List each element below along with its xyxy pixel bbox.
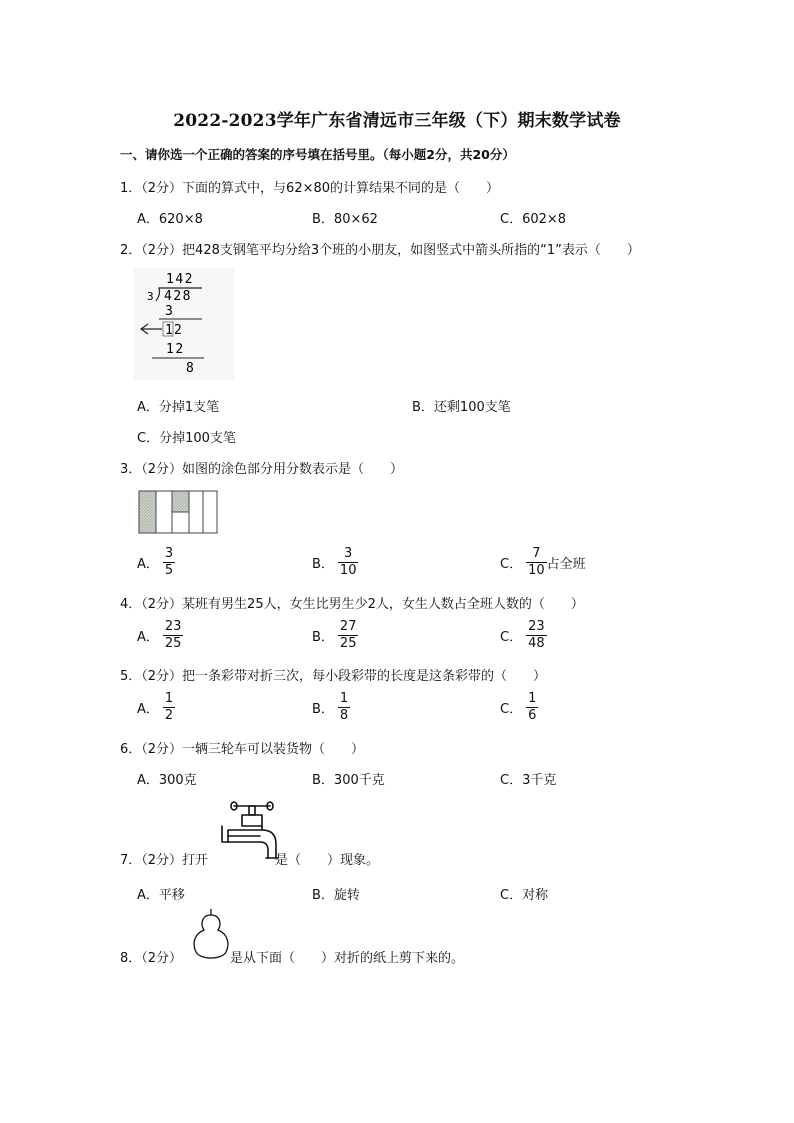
long-division-figure (134, 268, 234, 380)
q5-option-a[interactable]: A． $\frac{1}{2}$ (137, 691, 174, 723)
question-8-suffix: 是从下面（ ）对折的纸上剪下来的。 (230, 951, 465, 966)
question-7-prefix: 7．（2分）打开 (120, 853, 209, 868)
q7-option-a[interactable]: A．平移 (137, 888, 185, 903)
q5-option-b[interactable]: B． $\frac{1}{8}$ (312, 691, 349, 723)
fraction: $\frac{7}{10}$ (528, 546, 545, 578)
q1-option-a[interactable]: A．620×8 (137, 212, 203, 227)
q1-option-b[interactable]: B．80×62 (312, 212, 378, 227)
page-title: 2022-2023学年广东省清远市三年级（下）期末数学试卷 (173, 111, 621, 131)
fraction: $\frac{23}{25}$ (164, 619, 182, 651)
q3-option-c[interactable]: C． $\frac{7}{10}$ 占全班 (500, 546, 586, 578)
q3-option-b[interactable]: B． $\frac{3}{10}$ (312, 546, 357, 578)
q7-option-c[interactable]: C．对称 (500, 888, 549, 903)
fraction: $\frac{1}{8}$ (339, 691, 349, 723)
division-quotient: 142 (166, 272, 194, 287)
q3-option-a[interactable]: A． $\frac{3}{5}$ (137, 546, 174, 578)
question-3: 3．（2分）如图的涂色部分用分数表示是（ ） (120, 462, 404, 477)
q4-option-b[interactable]: B． $\frac{27}{25}$ (312, 619, 357, 651)
q6-option-c[interactable]: C．3千克 (500, 773, 557, 788)
faucet-icon (220, 800, 282, 864)
fraction: $\frac{1}{6}$ (528, 691, 537, 723)
fraction: $\frac{27}{25}$ (339, 619, 357, 651)
shaded-rectangle-figure (138, 490, 218, 535)
fraction: $\frac{3}{5}$ (164, 546, 174, 578)
gourd-icon (190, 908, 232, 962)
question-6: 6．（2分）一辆三轮车可以装货物（ ） (120, 742, 365, 757)
division-line3: 12 (166, 342, 185, 357)
division-divisor: 3 (147, 290, 154, 303)
division-dividend: 428 (164, 289, 192, 304)
division-line1: 3 (165, 304, 173, 319)
q1-option-c[interactable]: C．602×8 (500, 212, 567, 227)
q2-option-a[interactable]: A．分掉1支笔 (137, 400, 220, 415)
division-arrow-digit: 1 (165, 323, 173, 338)
q6-option-b[interactable]: B．300千克 (312, 773, 385, 788)
q5-option-c[interactable]: C． $\frac{1}{6}$ (500, 691, 537, 723)
q6-option-a[interactable]: A．300克 (137, 773, 197, 788)
question-5: 5．（2分）把一条彩带对折三次，每小段彩带的长度是这条彩带的（ ） (120, 669, 547, 684)
fraction: $\frac{1}{2}$ (164, 691, 174, 723)
q4-option-a[interactable]: A． $\frac{23}{25}$ (137, 619, 182, 651)
question-1: 1．（2分）下面的算式中，与62×80的计算结果不同的是（ ） (120, 181, 500, 196)
q2-option-c[interactable]: C．分掉100支笔 (137, 431, 236, 446)
section-heading: 一、请你选一个正确的答案的序号填在括号里。（每小题2分，共20分） (120, 147, 515, 162)
question-8-prefix: 8．（2分） (120, 951, 183, 966)
question-7-suffix: 是（ ）现象。 (275, 853, 380, 868)
division-line2: 2 (174, 323, 182, 338)
fraction: $\frac{23}{48}$ (528, 619, 545, 651)
q4-option-c[interactable]: C． $\frac{23}{48}$ (500, 619, 545, 651)
q7-option-b[interactable]: B．旋转 (312, 888, 360, 903)
q2-option-b[interactable]: B．还剩100支笔 (412, 400, 511, 415)
fraction: $\frac{3}{10}$ (339, 546, 357, 578)
question-4: 4．（2分）某班有男生25人，女生比男生少2人，女生人数占全班人数的（ ） (120, 597, 584, 612)
question-2: 2．（2分）把428支钢笔平均分给3个班的小朋友，如图竖式中箭头所指的“1”表示（ ） (120, 243, 640, 258)
division-remainder: 8 (186, 361, 194, 376)
